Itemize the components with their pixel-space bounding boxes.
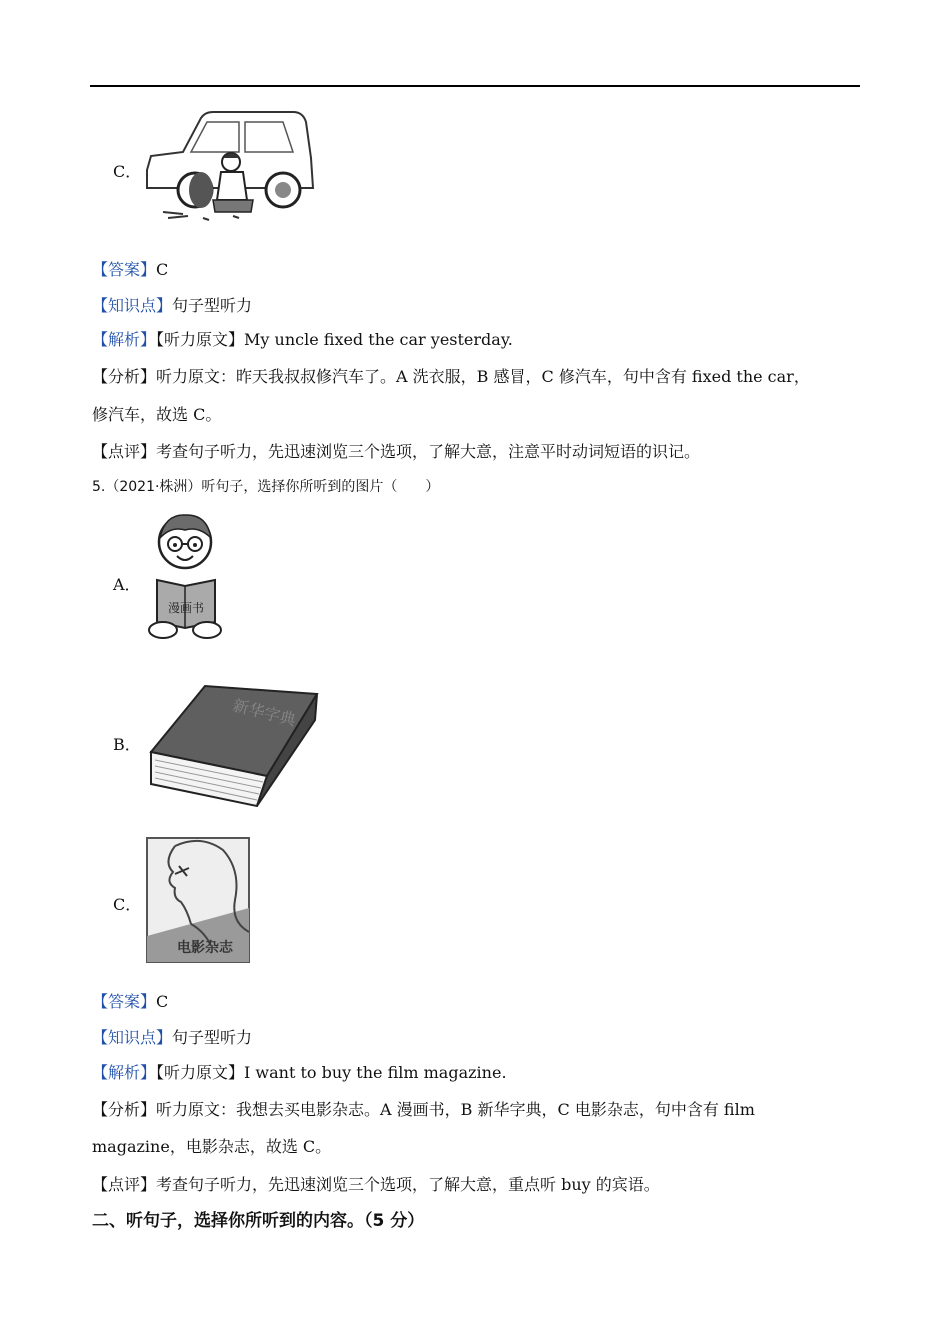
q4-knowledge-value: 句子型听力: [172, 296, 253, 315]
comic-book-boy-image: [143, 510, 228, 645]
q5-answer-value: C: [156, 992, 169, 1011]
q5-knowledge-value: 句子型听力: [172, 1028, 253, 1047]
q5-analysis-line: [92, 1063, 507, 1083]
q5-answer-tag: 【答案】: [92, 992, 157, 1011]
dictionary-text: 新华字典: [230, 695, 298, 730]
q5-comment-line: 【点评】考查句子听力，先迅速浏览三个选项，了解大意，重点听 buy 的宾语。: [92, 1175, 660, 1194]
q4-knowledge-line: [92, 296, 252, 316]
q4-answer-value: C: [156, 260, 169, 279]
section2-heading: 二、听句子，选择你所听到的内容。（5 分）: [92, 1211, 425, 1231]
q5-analysis-value: 【听力原文】I want to buy the film magazine.: [156, 1063, 507, 1082]
header-rule: [90, 85, 860, 87]
q4-analysis-line: [92, 330, 513, 350]
q4-fenxi-line2: 修汽车，故选 C。: [92, 405, 222, 424]
q5-fenxi-line2: magazine，电影杂志，故选 C。: [92, 1137, 332, 1156]
q5-option-a-label: A．: [113, 575, 141, 594]
q5-answer-line: [92, 992, 168, 1012]
q5-fenxi-line1: 【分析】听力原文：我想去买电影杂志。A 漫画书，B 新华字典，C 电影杂志，句中含有 film: [92, 1100, 755, 1119]
film-magazine-image: [145, 836, 251, 964]
q4-option-c-label: C．: [113, 162, 142, 181]
q5-knowledge-tag: 【知识点】: [92, 1028, 173, 1047]
q4-comment-line: 【点评】考查句子听力，先迅速浏览三个选项，了解大意，注意平时动词短语的识记。: [92, 442, 701, 461]
q5-knowledge-line: [92, 1028, 252, 1048]
car-repair-image: [143, 108, 318, 226]
q5-analysis-tag: 【解析】: [92, 1063, 157, 1082]
q5-option-c-label: C．: [113, 895, 142, 914]
q4-knowledge-tag: 【知识点】: [92, 296, 173, 315]
q4-analysis-value: 【听力原文】My uncle fixed the car yesterday.: [156, 330, 513, 349]
q4-fenxi-line1: 【分析】听力原文：昨天我叔叔修汽车了。A 洗衣服，B 感冒，C 修汽车，句中含有 fixed the car，: [92, 367, 810, 386]
comic-book-text: 漫画书: [167, 601, 205, 615]
q4-answer-line: [92, 260, 168, 280]
dictionary-image: [145, 680, 320, 808]
q5-question: 5.（2021·株洲）听句子，选择你所听到的图片（ ）: [92, 479, 440, 495]
q4-analysis-tag: 【解析】: [92, 330, 157, 349]
q5-option-b-label: B．: [113, 735, 141, 754]
q4-answer-tag: 【答案】: [92, 260, 157, 279]
film-magazine-text: 电影杂志: [177, 940, 233, 956]
